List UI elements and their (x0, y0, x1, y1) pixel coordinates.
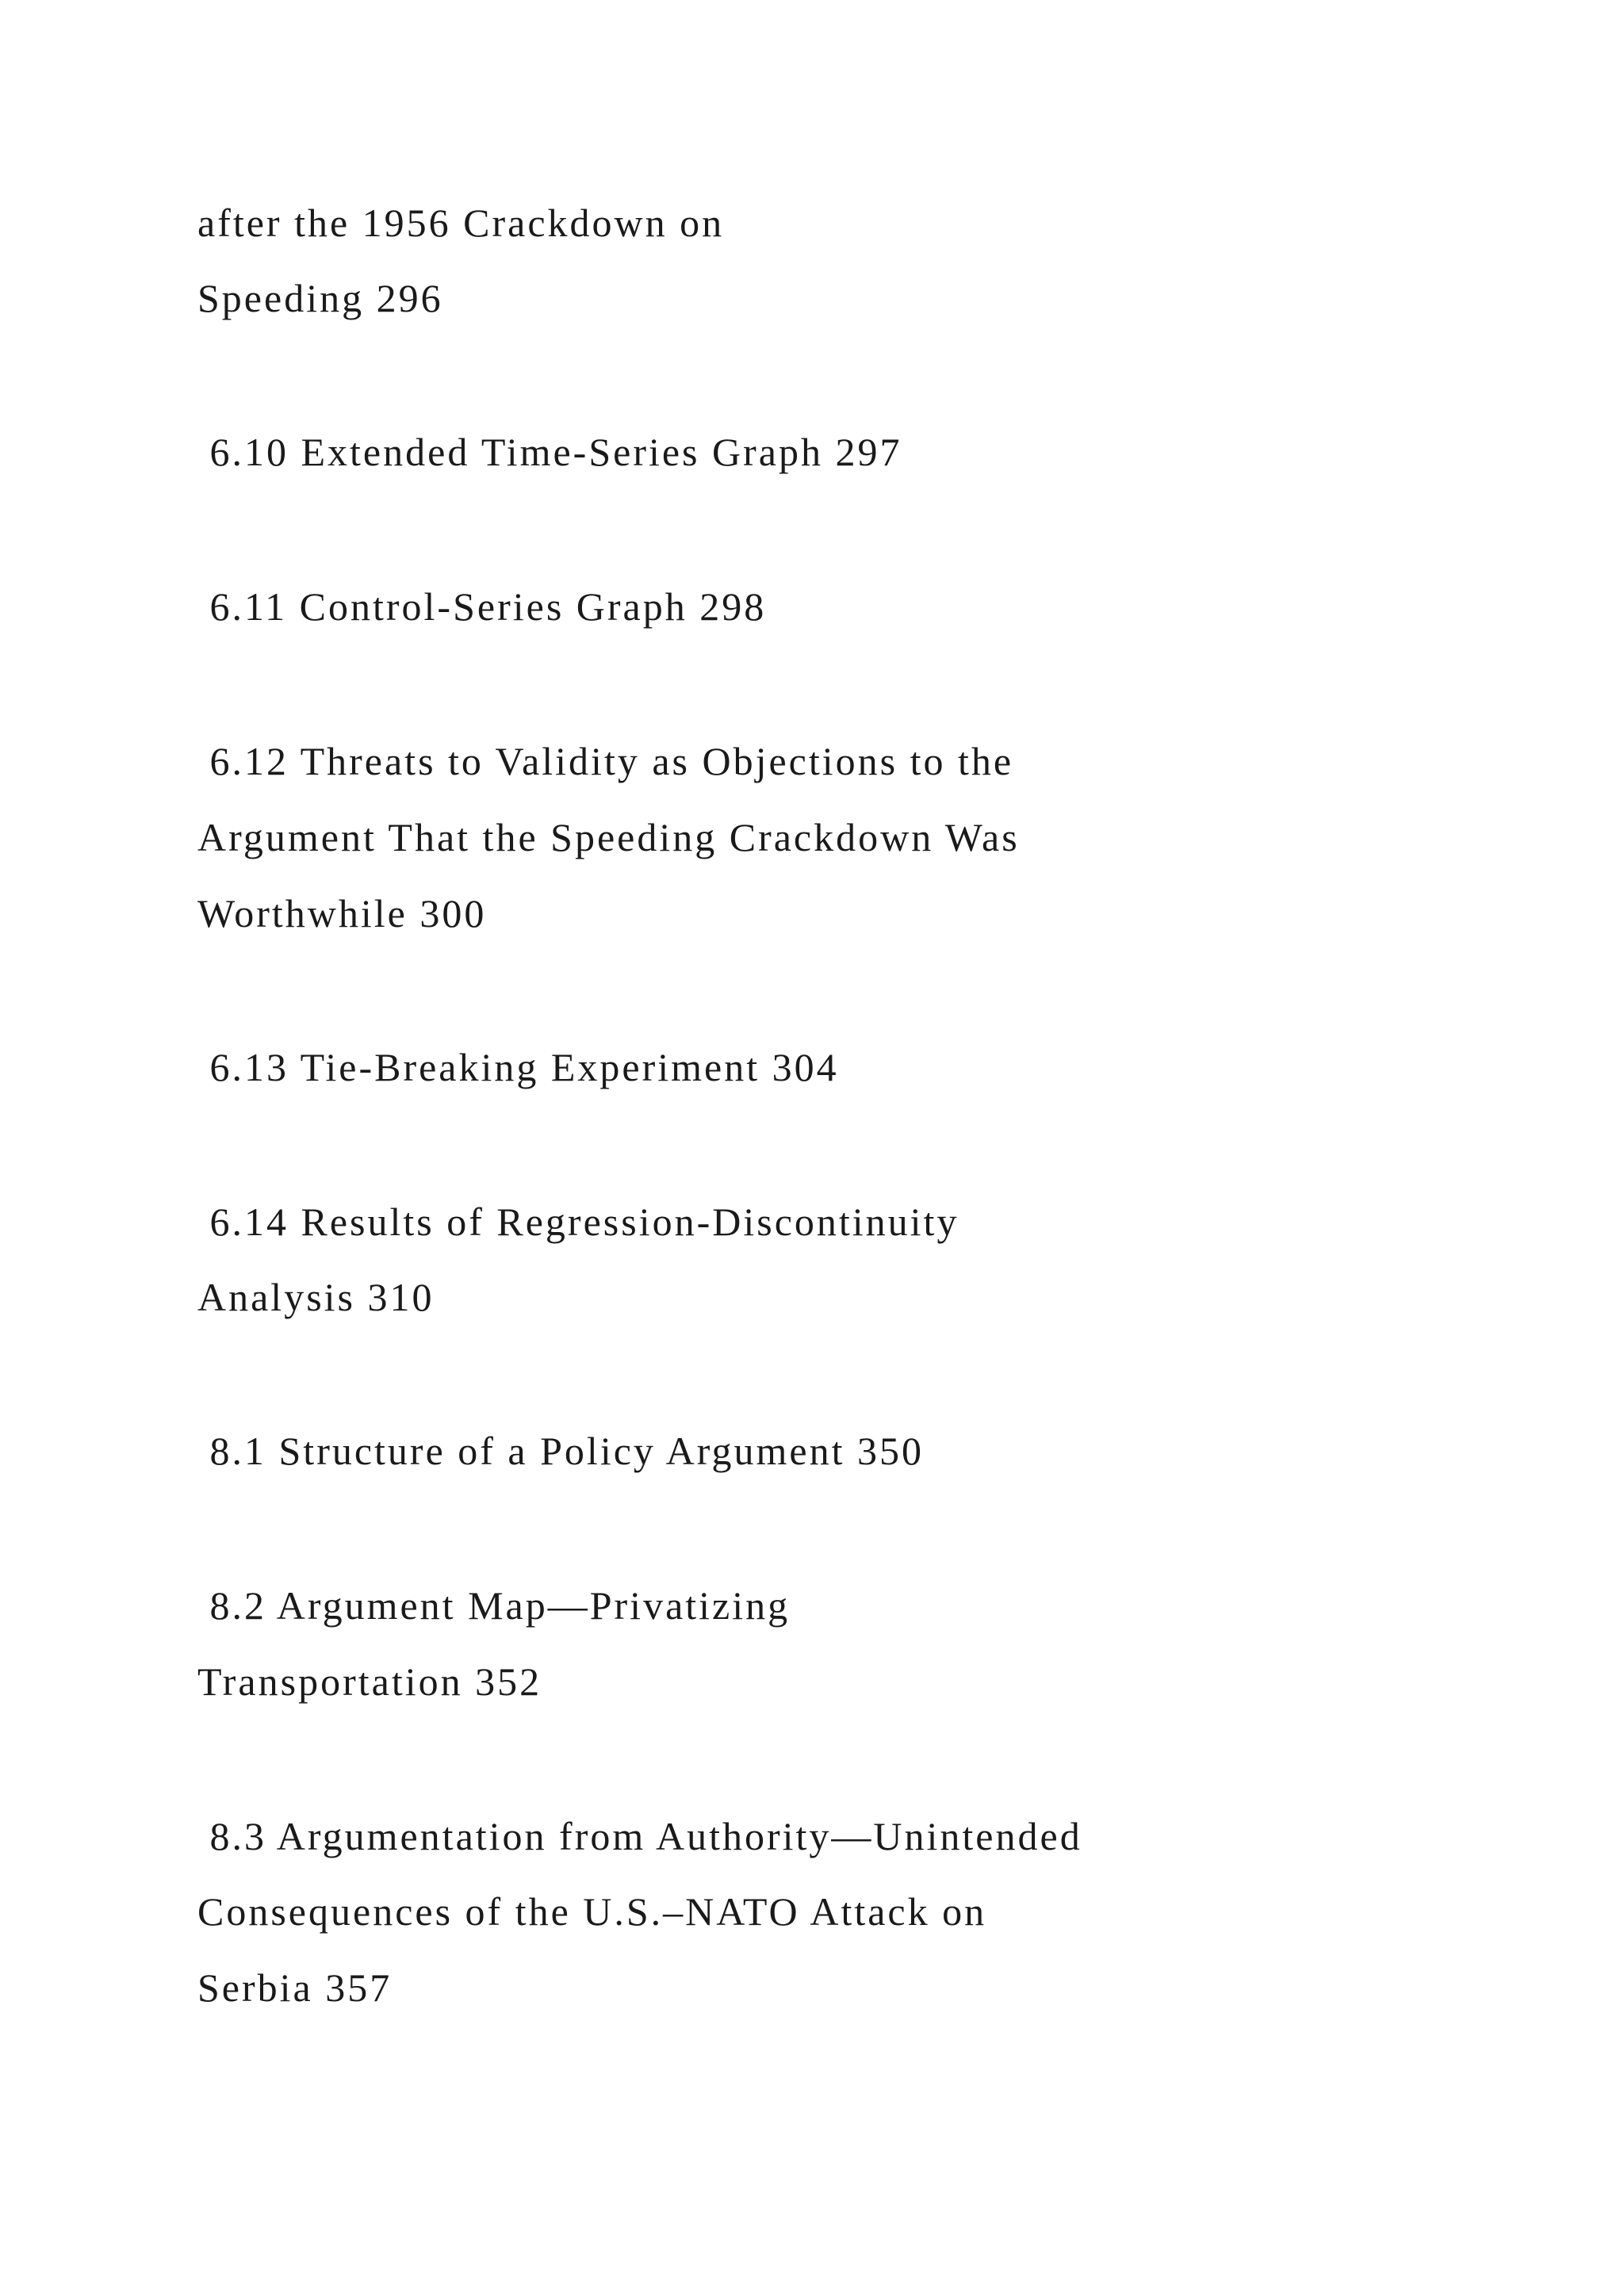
toc-line: 6.10 Extended Time-Series Graph 297 (197, 430, 902, 474)
toc-line: Worthwhile 300 (197, 891, 487, 936)
toc-line: Serbia 357 (197, 1965, 393, 2010)
toc-line: 6.14 Results of Regression-Discontinuity (197, 1200, 959, 1244)
toc-line: 8.2 Argument Map—Privatizing (197, 1583, 791, 1628)
toc-line: Speeding 296 (197, 276, 443, 320)
toc-line: 6.11 Control-Series Graph 298 (197, 584, 767, 629)
toc-line: 8.3 Argumentation from Authority—Unintended (197, 1814, 1082, 1858)
toc-line: Analysis 310 (197, 1275, 435, 1319)
toc-line: after the 1956 Crackdown on (197, 201, 725, 245)
toc-line: Argument That the Speeding Crackdown Was (197, 815, 1020, 859)
toc-line: 8.1 Structure of a Policy Argument 350 (197, 1429, 924, 1473)
toc-line: Transportation 352 (197, 1659, 542, 1704)
toc-line: 6.13 Tie-Breaking Experiment 304 (197, 1045, 839, 1089)
toc-line: 6.12 Threats to Validity as Objections to the (197, 739, 1014, 783)
toc-line: Consequences of the U.S.–NATO Attack on (197, 1889, 987, 1934)
